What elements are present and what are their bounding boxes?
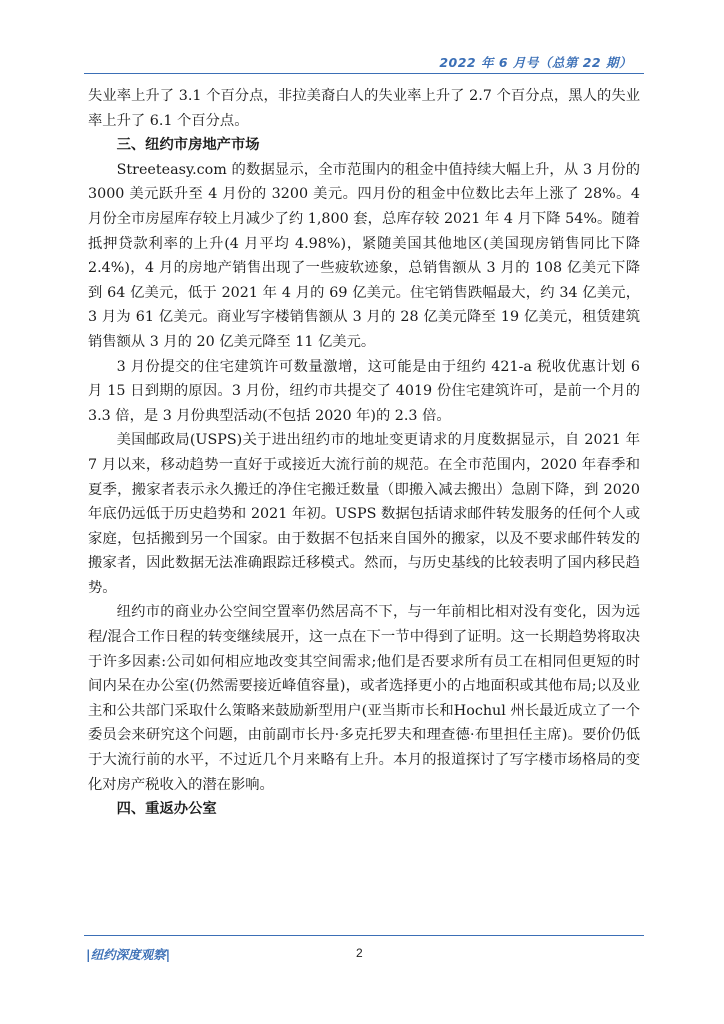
paragraph-continued: 失业率上升了 3.1 个百分点，非拉美裔白人的失业率上升了 2.7 个百分点，黑人的失业率上升了 6.1 个百分点。 [88, 88, 640, 129]
paragraph-usps: 美国邮政局(USPS)关于进出纽约市的地址变更请求的月度数据显示，自 2021 年 7 月以来，移动趋势一直好于或接近大流行前的规范。在全市范围内，2020 年春季和夏季，搬家者表示永久搬迁的净住宅搬迁数量（即搬入减去搬出）急剧下降，到 2020 年底仍远低于历史趋势和 2021 年初。USPS 数据包括请求邮件转发服务的任何个人或家庭，包括搬到另一个国家。由于数据不包括来自国外的搬家，以及不要求邮件转发的搬家者，因此数据无法准确跟踪迁移模式。然而，与历史基线的比较表明了国内移民趋势。 [88, 432, 640, 596]
page-number: 2 [356, 946, 363, 960]
section-heading-real-estate: 三、纽约市房地产市场 [116, 137, 260, 154]
article-body [88, 84, 640, 822]
paragraph-permits: 3 月份提交的住宅建筑许可数量激增，这可能是由于纽约 421-a 税收优惠计划 6 月 15 日到期的原因。3 月份，纽约市共提交了 4019 份住宅建筑许可，是前一个月的 3.3 倍，是 3 月份典型活动(不包括 2020 年)的 2.3 倍。 [88, 358, 640, 424]
footer-rule [84, 935, 644, 936]
section-heading-return-office: 四、重返办公室 [116, 801, 217, 818]
issue-label: 2022 年 6 月号（总第 22 期） [439, 55, 632, 70]
paragraph-rent-sales: Streeteasy.com 的数据显示，全市范围内的租金中值持续大幅上升，从 3 月份的 3000 美元跃升至 4 月份的 3200 美元。四月份的租金中位数比去年上涨了 28%。4 月份全市房屋库存较上月减少了约 1,800 套，总库存较 2021 年 4 月下降 54%。随着抵押贷款利率的上升(4 月平均 4.98%)，紧随美国其他地区(美国现房销售同比下降 2.4%)，4 月的房地产销售出现了一些疲软迹象，总销售额从 3 月的 108 亿美元下降到 64 亿美元，低于 2021 年 4 月的 69 亿美元。住宅销售跌幅最大，约 34 亿美元，3 月为 61 亿美元。商业写字楼销售额从 3 月的 28 亿美元降至 19 亿美元，租赁建筑销售额从 3 月的 20 亿美元降至 11 亿美元。 [88, 161, 640, 350]
publication-name: |纽约深度观察| [86, 947, 171, 962]
header-rule [84, 73, 644, 74]
paragraph-office-vacancy: 纽约市的商业办公空间空置率仍然居高不下，与一年前相比相对没有变化，因为远程/混合工作日程的转变继续展开，这一点在下一节中得到了证明。这一长期趋势将取决于许多因素:公司如何相应地改变其空间需求;他们是否要求所有员工在相同但更短的时间内呆在办公室(仍然需要接近峰值容量)，或者选择更小的占地面积或其他布局;以及业主和公共部门采取什么策略来鼓励新型用户(亚当斯市长和Hochul 州长最近成立了一个委员会来研究这个问题，由前副市长丹·多克托罗夫和理查德·布里担任主席)。要价仍低于大流行前的水平，不过近几个月来略有上升。本月的报道探讨了写字楼市场格局的变化对房产税收入的潜在影响。 [88, 604, 640, 793]
